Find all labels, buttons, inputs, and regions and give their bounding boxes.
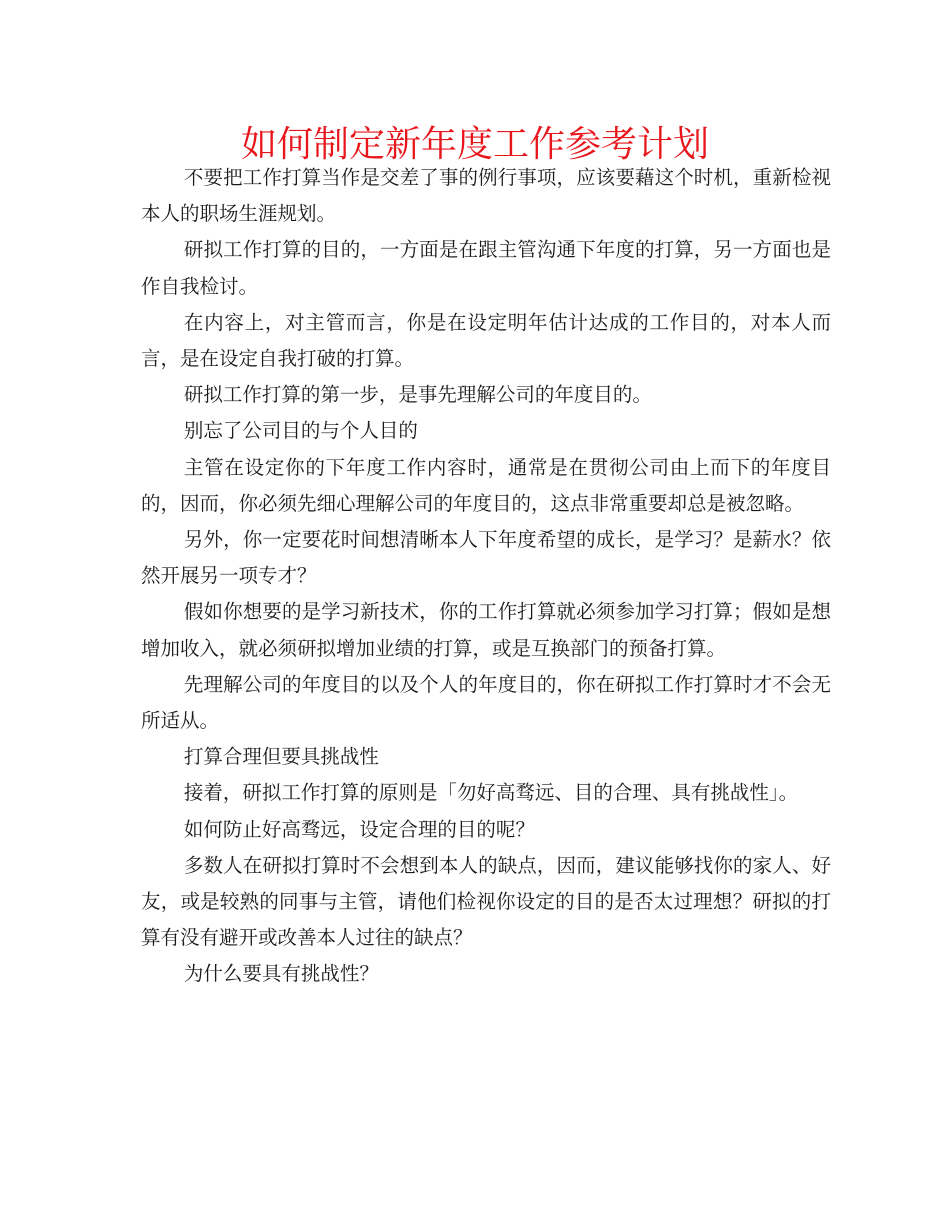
paragraph: 研拟工作打算的目的，一方面是在跟主管沟通下年度的打算，另一方面也是作自我检讨。	[141, 238, 831, 298]
paragraph: 为什么要具有挑战性？	[183, 962, 379, 986]
document-body	[141, 160, 831, 993]
paragraph: 不要把工作打算当作是交差了事的例行事项，应该要藉这个时机，重新检视本人的职场生涯规划。	[141, 166, 831, 226]
paragraph: 如何防止好高骛远，设定合理的目的呢？	[183, 817, 535, 841]
document-title: 如何制定新年度工作参考计划	[240, 124, 709, 165]
paragraph: 接着，研拟工作打算的原则是「勿好高骛远、目的合理、具有挑战性」。	[183, 781, 799, 805]
paragraph: 研拟工作打算的第一步，是事先理解公司的年度目的。	[183, 383, 652, 407]
paragraph: 先理解公司的年度目的以及个人的年度目的，你在研拟工作打算时才不会无所适从。	[141, 672, 831, 733]
section-heading: 打算合理但要具挑战性	[183, 745, 379, 769]
paragraph: 另外，你一定要花时间想清晰本人下年度希望的成长，是学习？是薪水？依然开展另一项专才？	[141, 528, 831, 588]
paragraph: 在内容上，对主管而言，你是在设定明年估计达成的工作目的，对本人而言，是在设定自我打破的打算。	[141, 310, 831, 371]
section-heading: 别忘了公司目的与个人目的	[183, 419, 418, 443]
paragraph: 主管在设定你的下年度工作内容时，通常是在贯彻公司由上而下的年度目的，因而，你必须先细心理解公司的年度目的，这点非常重要却总是被忽略。	[141, 455, 831, 515]
paragraph: 多数人在研拟打算时不会想到本人的缺点，因而，建议能够找你的家人、好友，或是较熟的同事与主管，请他们检视你设定的目的是否太过理想？研拟的打算有没有避开或改善本人过往的缺点？	[141, 853, 831, 950]
paragraph: 假如你想要的是学习新技术，你的工作打算就必须参加学习打算；假如是想增加收入，就必须研拟增加业绩的打算，或是互换部门的预备打算。	[141, 600, 831, 660]
